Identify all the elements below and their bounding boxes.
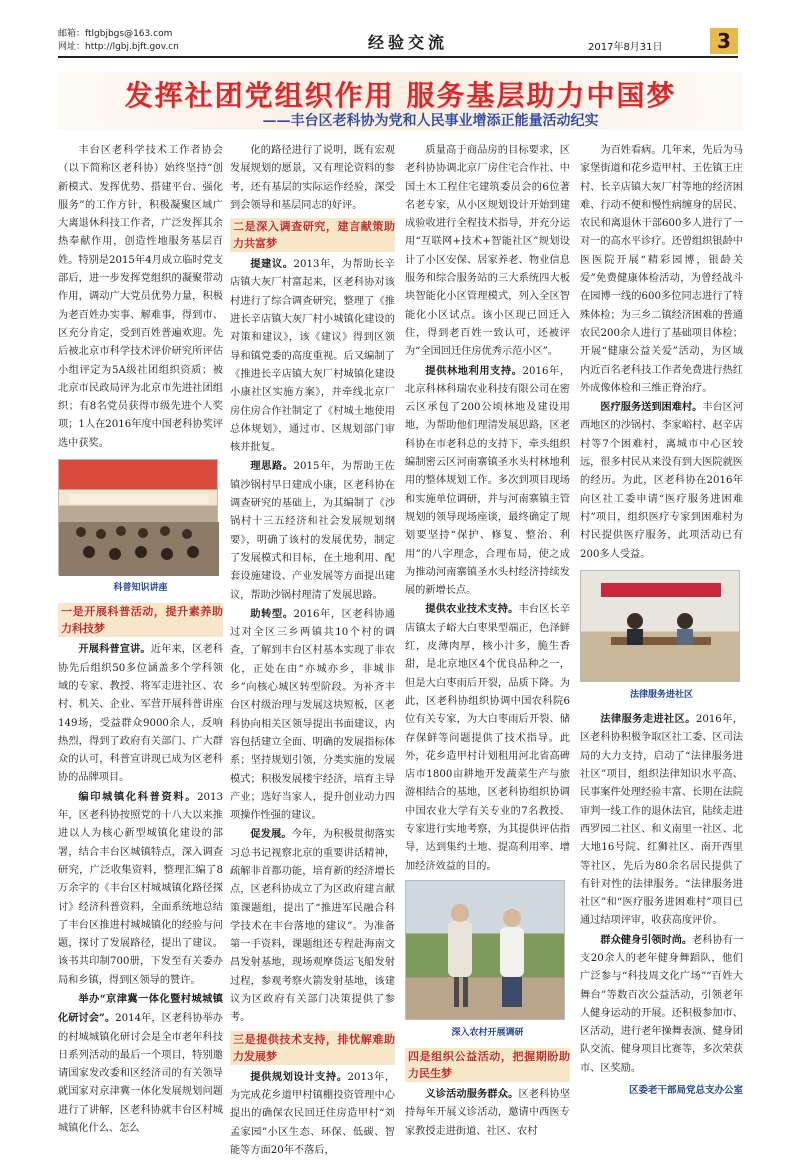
page-number-badge: 3 — [710, 28, 738, 54]
photo-rural-survey — [405, 880, 565, 1020]
paragraph — [58, 640, 223, 787]
lead-in: 助转型。 — [250, 607, 294, 620]
headline-banner — [58, 72, 743, 130]
paragraph: 丰台区老科学技术工作者协会（以下简称区老科协）始终坚持“创新模式、发挥优势、搭建平台、强化服务”的工作方针，积极凝聚区域广大离退休科技工作者，广泛发挥其余热奉献作用，创造性地服务基层百姓。特别是2015年4月成立临时党支部后，进一步发挥党组织的凝聚带动作用，调动广大党员优势力量，积极为老百姓办实事、解难事，得到市、区充分肯定，受到百姓普遍欢迎。先后被北京市科学技术评价研究所评估小组评定为5A级社团组织资质；被北京市民政局评为北京市先进社团组织；有8名党员获得市级先进个人奖项；1人在2016年度中国老科协奖评选中获奖。 — [58, 145, 223, 449]
paragraph-body: 2016年，区老科协通过对全区三乡两镇共10个村的调查，了解到丰台区村基本实现了非农化，正处在由“亦城亦乡，非城非乡”向核心城区转型阶段。为补齐丰台区村级治理与发展这块短板，区老科协向相关区领导提出书面建议，内容包括建立全面、明确的发展指标体系；坚持规划引领，分类实施的发展模式；积极发展楼宇经济，培育主导产业；选好当家人，提升创业动力四项操作性强的建议。 — [230, 608, 395, 822]
paragraph — [405, 1085, 570, 1141]
paragraph — [58, 788, 223, 990]
masthead-divider — [58, 56, 738, 58]
photo-caption: 深入农村开展调研 — [451, 1027, 524, 1038]
subheadline: ——丰台区老科协为党和人民事业增添正能量活动纪实 — [262, 113, 599, 129]
paragraph-body: 2013年，为完成花乡道甲村镇棚投资管理中心提出的确保农民回迁住房造甲村“刘孟家园”小区生态、环保、低碳、智能等方面20年不落后， — [230, 1071, 396, 1156]
paragraph: 为百姓看病。几年来，先后为马家堡街道和花乡造甲村、王佐镇王庄村、长辛店镇大灰厂村等地的经济困难、行动不便和慢性病缠身的居民、农民和离退休干部600多人进行了一对一的高水平诊疗。还曾组织银龄中医医院开展“精彩园博，银龄关爱”免费健康体检活动，为曾经战斗在园博一线的600多位同志进行了特殊体检；为三乡二镇经济困难的普通农民200余人进行了基础项目体检；开展“健康公益关爱”活动，为区域内近百名老科技工作者免费进行热红外成像体检和三维正脊治疗。 — [580, 145, 744, 394]
paragraph — [230, 1068, 395, 1160]
paragraph — [230, 605, 395, 826]
paragraph — [230, 825, 395, 1027]
photo-caption: 法律服务进社区 — [629, 689, 693, 700]
author-signature: 区委老干部局党总支办公室 — [628, 1085, 743, 1097]
consultation-illustration — [581, 571, 741, 683]
email-text: 邮箱：ftlgbjbgs@163.com — [58, 29, 173, 39]
masthead — [58, 28, 738, 58]
photo-science-lecture — [58, 459, 218, 575]
website-link[interactable]: 网址：http://lgbj.bjft.gov.cn — [58, 42, 179, 52]
paragraph-body: 2016年，区老科协积极争取区社工委、区司法局的大力支持，启动了“法律服务进社区”项目，组织法律知识水平高、民事案件处理经验丰富、长期在法院审判一线工作的退休法官，陆续走进西罗园二社区、和义南里一社区、北大地16号院、红狮社区、南开西里等社区，先后为80余名居民提供了有针对性的法律服务。“法律服务进社区”和“医疗服务进困难村”项目已通过结项评审，收获高度评价。 — [580, 714, 743, 927]
lead-in: 群众健身引领时尚。 — [600, 933, 693, 946]
paragraph-body: 2016年，北京科林科瑞农业科技有限公司在密云区承包了200公顷林地及建设用地，为帮助他们理清发展思路，区老科协在市老科总的支持下，牵头组织编制密云区河南寨镇圣水头村林地利用的整体规划工作。多次到项目现场和实施单位调研，并与河南寨镇主管规划的领导现场座谈，最终确定了规划要坚持“保护、修复、整治、利用”的八字理念，合理布局，使之成为推动河南寨镇圣水头村经济持续发展的新增长点。 — [405, 365, 571, 597]
section-heading: 三是提供技术支持，排忧解难助力发展梦 — [230, 1031, 395, 1065]
lead-in: 医疗服务送到困难村。 — [600, 401, 703, 414]
headline: 发挥社团党组织作用 服务基层助力中国梦 — [124, 79, 677, 112]
paragraph — [405, 600, 570, 875]
section-heading: 四是组织公益活动，把握期盼助力民生梦 — [405, 1048, 570, 1082]
paragraph-body: 丰台区河西地区的沙锅村、李家峪村、赵辛店村等7个困难村，离城市中心区较远，很多村民从来没有到大医院就医的经历。为此，区老科协在2016年向区社工委申请“医疗服务进困难村”项目，组织医疗专家到困难村为村民提供医疗服务，此项活动已有200多人受益。 — [580, 402, 744, 560]
lead-in: 义诊活动服务群众。 — [425, 1088, 519, 1101]
photo-caption: 科普知识讲座 — [113, 583, 168, 594]
field-visit-illustration — [406, 881, 566, 1021]
section-title: 经验交流 — [367, 33, 448, 52]
lead-in: 理思路。 — [250, 460, 294, 473]
contact-info — [58, 28, 179, 54]
paragraph — [580, 710, 743, 931]
audience-illustration — [59, 460, 219, 576]
lead-in: 促发展。 — [250, 828, 292, 841]
paragraph: 化的路径进行了说明，既有宏观发展规划的愿景，又有理论资料的参考，还有基层的实际运作经验，深受到会领导和基层同志的好评。 — [230, 145, 395, 211]
column-1 — [58, 142, 224, 1135]
lead-in: 提供规划设计支持。 — [250, 1070, 348, 1083]
lead-in: 法律服务走进社区。 — [600, 713, 696, 726]
paragraph-body: 近年来，区老科协先后组织50多位涵盖多个学科领域的专家、教授、将军走进社区、农村、机关、企业、军营开展科普讲座149场，受益群众9000余人，反响热烈，得到了政府有关部门、广大群众的认可，科普宣讲现已成为区老科协的品牌项目。 — [58, 644, 224, 784]
paragraph — [230, 255, 395, 457]
paragraph: 质量高于商品房的目标要求，区老科协协调北京厂房住宅合作社、中国土木工程住宅建筑委员会的6位著名老专家，从小区规划设计开始到建成验收进行全程技术指导，并充分运用“互联网+技术+智能社区”规划设计了小区安保、居家养老、物业信息服务和综合服务站的三大系统四大板块智能化小区管理模式，列入全区智能化小区试点。该小区现已回迁入住，得到老百姓一致认可，还被评为“全国回迁住房优秀示范小区”。 — [405, 145, 570, 358]
paragraph-body: 2013年，区老科协按照党的十八大以来推进以人为核心新型城镇化建设的部署，结合丰台区城镇特点，深入调查研究，广泛收集资料，整理汇编了8万余字的《丰台区村城城镇化路径探讨》经济科普资料，全面系统地总结了丰台区推进村城城镇化的经验与问题，探讨了发展路径，提出了建议。该书共印制700册，下发至有关委办局和乡镇，得到区领导的赞许。 — [58, 791, 223, 986]
section-heading: 二是深入调查研究，建言献策助力共富梦 — [230, 218, 395, 252]
paragraph-body: 2015年，为帮助王佐镇沙锅村早日建成小康，区老科协在调查研究的基础上，为其编制了《沙锅村十三五经济和社会发展规划纲要》，明确了该村的发展优势，制定了发展模式和目标，在土地利用、配套设施建设、产业发展等方面提出建议，帮助沙锅村理清了发展思路。 — [230, 461, 395, 601]
lead-in: 提供农业技术支持。 — [425, 603, 519, 616]
lead-in: 提供林地利用支持。 — [425, 364, 523, 377]
paragraph-body: 今年，为积极贯彻落实习总书记视察北京的重要讲话精神，疏解非首都功能，培育新的经济增长点，区老科协成立了为区政府建言献策课题组，提出了“推进军民融合科学技术在丰台落地的建议”。为准备第一手资料，课题组还专程赴海南文昌发射基地，现场观摩货运飞船发射过程，参观考察火箭发射基地，该建议为区政府有关部门决策提供了参考。 — [230, 829, 396, 1024]
paragraph-body: 区老科协坚持每年开展义诊活动，邀请中西医专家教授走进街道、社区、农村 — [405, 1089, 571, 1137]
section-heading: 一是开展科普活动，提升素养助力科技梦 — [58, 603, 223, 637]
lead-in: 举办“京津冀一体化暨村城城镇化研讨会”。 — [58, 992, 223, 1025]
photo-legal-service — [580, 570, 740, 682]
paragraph-body: 2014年，区老科协举办的村城城镇化研讨会是全市老年科技日系列活动的最后一个项目，特别邀请国家发改委和区经济司的有关领导就国家对京津冀一体化发展规划问题进行了讲解，区老科协就丰台区村城城镇化什么、怎么 — [58, 1013, 223, 1135]
paragraph — [58, 990, 223, 1138]
paragraph-body: 老科协有一支20余人的老年健身舞蹈队，他们广泛参与“科技周文化广场”“百姓大舞台”等数百次公益活动，引领老年人健身运动的开展。还积极参加市、区活动，进行老年操舞表演、健身团队交流、健身项目比赛等，多次荣获市、区奖励。 — [580, 934, 744, 1074]
column-3 — [405, 142, 571, 1137]
lead-in: 提建议。 — [250, 258, 294, 271]
column-2 — [230, 142, 396, 1156]
paragraph — [230, 457, 395, 604]
lead-in: 编印城镇化科普资料。 — [78, 790, 198, 803]
column-4 — [580, 142, 744, 1097]
paragraph-body: 2013年，为帮助长辛店镇大灰厂村富起来，区老科协对该村进行了综合调查研究，整理了《推进长辛店镇大灰厂村小城镇化建设的对策和建议》，该《建议》得到区领导和镇党委的高度重视。后又编制了《推进长辛店镇大灰厂村城镇化建设小康社区实施方案》，并牵线北京厂房住房合作社制定了《村城土地使用总体规划》，通过市、区规划部门审核并批复。 — [230, 259, 395, 454]
lead-in: 开展科普宣讲。 — [78, 643, 151, 656]
paragraph — [580, 398, 743, 564]
paragraph-body: 丰台区长辛店镇太子峪大白枣果型端正，色泽鲜红，皮薄肉厚，核小汁多，脆生香甜，是北京地区4个优良品种之一，但是大白枣雨后开裂，品质下降。为此，区老科协组织协调中国农科院6位有关专家，为大白枣雨后开裂、储存保鲜等问题提供了技术指导。此外，花乡造甲村计划租用河北省高碑店市1800亩耕地开发蔬菜生产与旅游相结合的基地，区老科协组织协调中国农业大学有关专业的7名教授、专家进行实地考察，为其提供评估指导，达到集约土地、提高利用率、增加经济效益的目的。 — [405, 604, 571, 872]
paragraph — [580, 931, 743, 1078]
paragraph — [405, 362, 570, 601]
issue-date: 2017年8月31日 — [588, 42, 663, 53]
